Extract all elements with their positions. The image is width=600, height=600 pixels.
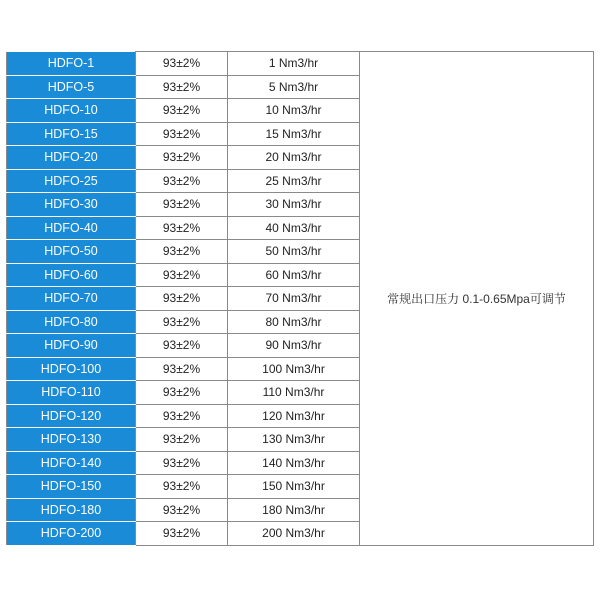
purity-cell: 93±2%	[136, 122, 228, 146]
model-cell: HDFO-150	[7, 475, 136, 499]
flow-cell: 60 Nm3/hr	[228, 263, 360, 287]
purity-cell: 93±2%	[136, 216, 228, 240]
model-cell: HDFO-180	[7, 498, 136, 522]
flow-cell: 110 Nm3/hr	[228, 381, 360, 405]
model-cell: HDFO-40	[7, 216, 136, 240]
flow-cell: 1 Nm3/hr	[228, 52, 360, 76]
model-cell: HDFO-90	[7, 334, 136, 358]
purity-cell: 93±2%	[136, 428, 228, 452]
model-cell: HDFO-25	[7, 169, 136, 193]
model-cell: HDFO-10	[7, 99, 136, 123]
purity-cell: 93±2%	[136, 146, 228, 170]
model-cell: HDFO-1	[7, 52, 136, 76]
model-cell: HDFO-70	[7, 287, 136, 311]
flow-cell: 70 Nm3/hr	[228, 287, 360, 311]
purity-cell: 93±2%	[136, 52, 228, 76]
pressure-note-cell: 常规出口压力 0.1-0.65Mpa可调节	[360, 52, 594, 546]
purity-cell: 93±2%	[136, 451, 228, 475]
flow-cell: 130 Nm3/hr	[228, 428, 360, 452]
flow-cell: 10 Nm3/hr	[228, 99, 360, 123]
flow-cell: 5 Nm3/hr	[228, 75, 360, 99]
flow-cell: 90 Nm3/hr	[228, 334, 360, 358]
model-cell: HDFO-20	[7, 146, 136, 170]
model-cell: HDFO-60	[7, 263, 136, 287]
model-cell: HDFO-15	[7, 122, 136, 146]
model-cell: HDFO-5	[7, 75, 136, 99]
purity-cell: 93±2%	[136, 498, 228, 522]
flow-cell: 200 Nm3/hr	[228, 522, 360, 546]
model-cell: HDFO-130	[7, 428, 136, 452]
spec-table	[6, 51, 594, 546]
flow-cell: 25 Nm3/hr	[228, 169, 360, 193]
model-cell: HDFO-50	[7, 240, 136, 264]
purity-cell: 93±2%	[136, 99, 228, 123]
purity-cell: 93±2%	[136, 75, 228, 99]
purity-cell: 93±2%	[136, 357, 228, 381]
spec-table-body	[7, 52, 594, 546]
purity-cell: 93±2%	[136, 240, 228, 264]
purity-cell: 93±2%	[136, 169, 228, 193]
model-cell: HDFO-30	[7, 193, 136, 217]
model-cell: HDFO-100	[7, 357, 136, 381]
flow-cell: 140 Nm3/hr	[228, 451, 360, 475]
flow-cell: 30 Nm3/hr	[228, 193, 360, 217]
flow-cell: 150 Nm3/hr	[228, 475, 360, 499]
purity-cell: 93±2%	[136, 263, 228, 287]
flow-cell: 15 Nm3/hr	[228, 122, 360, 146]
flow-cell: 20 Nm3/hr	[228, 146, 360, 170]
flow-cell: 80 Nm3/hr	[228, 310, 360, 334]
flow-cell: 180 Nm3/hr	[228, 498, 360, 522]
purity-cell: 93±2%	[136, 522, 228, 546]
purity-cell: 93±2%	[136, 287, 228, 311]
model-cell: HDFO-120	[7, 404, 136, 428]
model-cell: HDFO-110	[7, 381, 136, 405]
table-row	[7, 52, 594, 76]
purity-cell: 93±2%	[136, 310, 228, 334]
purity-cell: 93±2%	[136, 381, 228, 405]
purity-cell: 93±2%	[136, 475, 228, 499]
purity-cell: 93±2%	[136, 193, 228, 217]
purity-cell: 93±2%	[136, 334, 228, 358]
model-cell: HDFO-80	[7, 310, 136, 334]
purity-cell: 93±2%	[136, 404, 228, 428]
model-cell: HDFO-140	[7, 451, 136, 475]
flow-cell: 120 Nm3/hr	[228, 404, 360, 428]
model-cell: HDFO-200	[7, 522, 136, 546]
flow-cell: 50 Nm3/hr	[228, 240, 360, 264]
flow-cell: 100 Nm3/hr	[228, 357, 360, 381]
flow-cell: 40 Nm3/hr	[228, 216, 360, 240]
